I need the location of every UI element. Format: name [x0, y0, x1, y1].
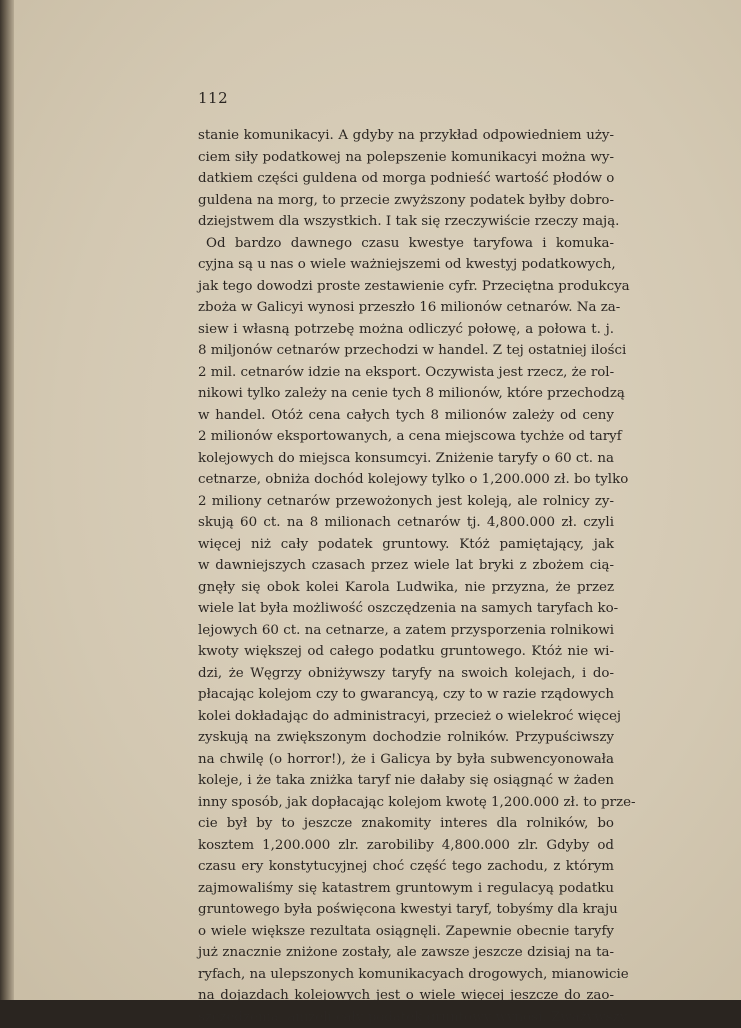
text-line: kwoty większej od całego podatku gruntowego. Któż nie wi-	[198, 641, 614, 663]
text-line: dzi, że Węgrzy obniżywszy taryfy na swoich kolejach, i do-	[198, 663, 614, 685]
text-line: dziejstwem dla wszystkich. I tak się rzeczywiście rzeczy mają.	[198, 211, 614, 233]
text-line: cie był by to jeszcze znakomity interes dla rolników, bo	[198, 813, 614, 835]
text-line: cyjna są u nas o wiele ważniejszemi od kwestyj podatkowych,	[198, 254, 614, 276]
text-line: inny sposób, jak dopłacając kolejom kwotę 1,200.000 zł. to prze-	[198, 792, 614, 814]
body-text	[198, 125, 614, 1028]
text-line: gruntowego była poświęcona kwestyi taryf, tobyśmy dla kraju	[198, 899, 614, 921]
text-line: 2 miliony cetnarów przewożonych jest koleją, ale rolnicy zy-	[198, 491, 614, 513]
text-line: zajmowaliśmy się katastrem gruntowym i regulacyą podatku	[198, 878, 614, 900]
text-line: zboża w Galicyi wynosi przeszło 16 milionów cetnarów. Na za-	[198, 297, 614, 319]
text-line: czasu ery konstytucyjnej choć część tego zachodu, z którym	[198, 856, 614, 878]
text-line: ryfach, na ulepszonych komunikacyach drogowych, mianowicie	[198, 964, 614, 986]
text-line: 2 milionów eksportowanych, a cena miejscowa tychże od taryf	[198, 426, 614, 448]
text-line: siew i własną potrzebę można odliczyć połowę, a połowa t. j.	[198, 319, 614, 341]
text-line: guldena na morg, to przecie zwyższony podatek byłby dobro-	[198, 190, 614, 212]
text-line: lejowych 60 ct. na cetnarze, a zatem przysporzenia rolnikowi	[198, 620, 614, 642]
text-line: na dojazdach kolejowych jest o wiele więcej jeszcze do zao-	[198, 985, 614, 1007]
text-line: o wiele większe rezultata osiągnęli. Zapewnie obecnie taryfy	[198, 921, 614, 943]
text-line: kosztem 1,200.000 zlr. zarobiliby 4,800.000 zlr. Gdyby od	[198, 835, 614, 857]
text-line: datkiem części guldena od morga podnieść wartość płodów o	[198, 168, 614, 190]
text-line: szczędzenia, aniżeli cały podatek gruntowy wynosi. Zważywszy	[198, 1007, 614, 1028]
text-line: wiele lat była możliwość oszczędzenia na samych taryfach ko-	[198, 598, 614, 620]
text-line: zyskują na zwiększonym dochodzie rolników. Przypuściwszy	[198, 727, 614, 749]
text-line: więcej niż cały podatek gruntowy. Któż pamiętający, jak	[198, 534, 614, 556]
text-line: kolei dokładając do administracyi, przecież o wielekroć więcej	[198, 706, 614, 728]
text-line: stanie komunikacyi. A gdyby na przykład odpowiedniem uży-	[198, 125, 614, 147]
text-line: ciem siły podatkowej na polepszenie komunikacyi można wy-	[198, 147, 614, 169]
text-line: kolejowych do miejsca konsumcyi. Zniżenie taryfy o 60 ct. na	[198, 448, 614, 470]
text-line: skują 60 ct. na 8 milionach cetnarów tj. 4,800.000 zł. czyli	[198, 512, 614, 534]
text-line: koleje, i że taka zniżka taryf nie dałaby się osiągnąć w żaden	[198, 770, 614, 792]
text-line: gnęły się obok kolei Karola Ludwika, nie przyzna, że przez	[198, 577, 614, 599]
text-line: na chwilę (o horror!), że i Galicya by była subwencyonowała	[198, 749, 614, 771]
text-line: nikowi tylko zależy na cenie tych 8 milionów, które przechodzą	[198, 383, 614, 405]
book-binding-edge	[0, 0, 14, 1000]
text-line: Od bardzo dawnego czasu kwestye taryfowa i komuka-	[198, 233, 614, 255]
text-line: płacając kolejom czy to gwarancyą, czy to w razie rządowych	[198, 684, 614, 706]
text-line: 2 mil. cetnarów idzie na eksport. Oczywista jest rzecz, że rol-	[198, 362, 614, 384]
text-line: 8 miljonów cetnarów przechodzi w handel. Z tej ostatniej ilości	[198, 340, 614, 362]
text-line: cetnarze, obniża dochód kolejowy tylko o 1,200.000 zł. bo tylko	[198, 469, 614, 491]
text-line: jak tego dowodzi proste zestawienie cyfr. Przeciętna produkcya	[198, 276, 614, 298]
text-line: już znacznie zniżone zostały, ale zawsze jeszcze dzisiaj na ta-	[198, 942, 614, 964]
text-line: w dawniejszych czasach przez wiele lat bryki z zbożem cią-	[198, 555, 614, 577]
page-number: 112	[198, 89, 228, 107]
text-line: w handel. Otóż cena całych tych 8 milionów zależy od ceny	[198, 405, 614, 427]
